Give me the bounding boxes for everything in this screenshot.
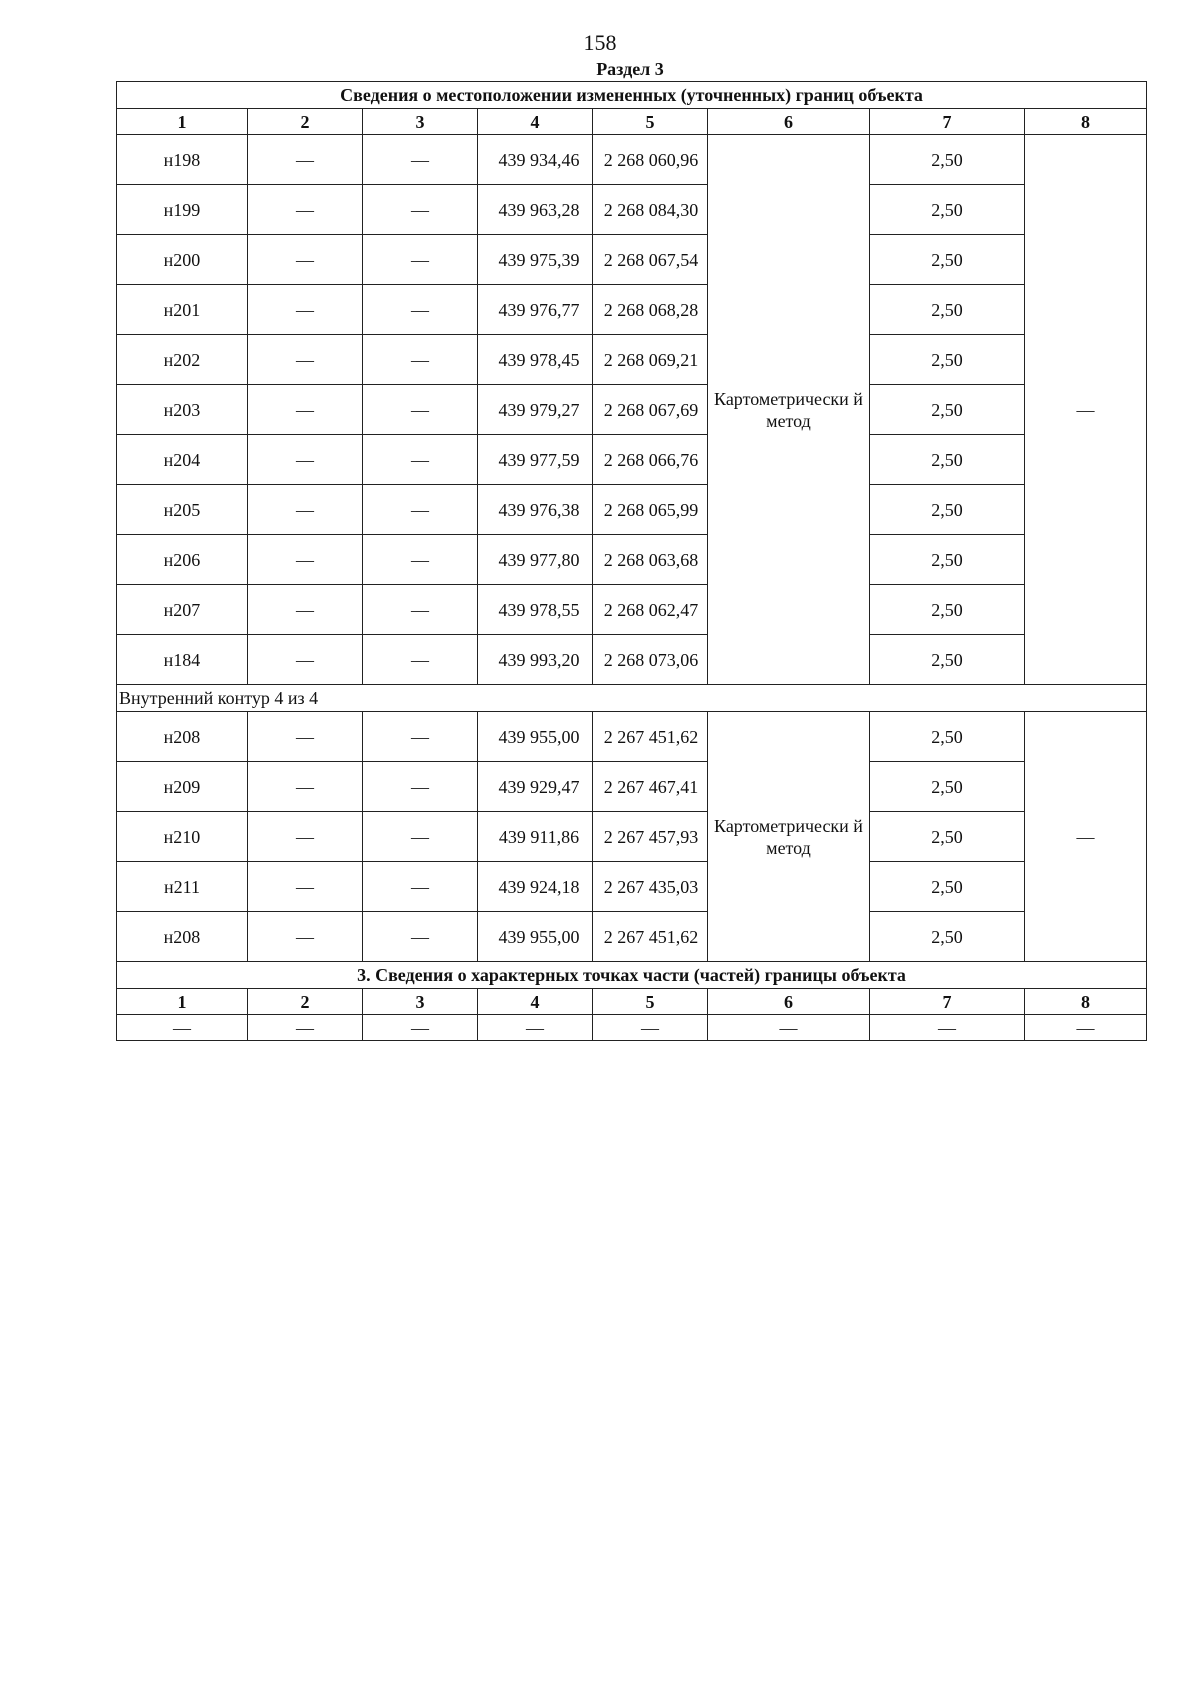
point-id: н207 bbox=[117, 585, 248, 635]
table-row bbox=[117, 285, 1147, 335]
y-coordinate: 2 268 084,30 bbox=[593, 185, 708, 235]
boundary-table bbox=[116, 81, 1147, 1041]
accuracy-value: 2,50 bbox=[870, 812, 1025, 862]
x-coordinate: 439 934,46 bbox=[478, 135, 593, 185]
point-id: н209 bbox=[117, 762, 248, 812]
col2-value: — bbox=[248, 712, 363, 762]
col3-value: — bbox=[363, 185, 478, 235]
col3-value: — bbox=[363, 535, 478, 585]
x-coordinate: 439 978,45 bbox=[478, 335, 593, 385]
table-row bbox=[117, 335, 1147, 385]
column-header-1: 1 bbox=[117, 109, 248, 135]
point-id: н198 bbox=[117, 135, 248, 185]
parts-title-row bbox=[117, 962, 1147, 989]
contour-row bbox=[117, 685, 1147, 712]
col2-value: — bbox=[248, 435, 363, 485]
point-id: н210 bbox=[117, 812, 248, 862]
method-cell: Картометрически й метод bbox=[708, 712, 870, 962]
col3-value: — bbox=[363, 812, 478, 862]
table-row bbox=[117, 485, 1147, 535]
parts-header-1: 1 bbox=[117, 989, 248, 1015]
point-id: н204 bbox=[117, 435, 248, 485]
x-coordinate: 439 993,20 bbox=[478, 635, 593, 685]
parts-header-8: 8 bbox=[1025, 989, 1147, 1015]
y-coordinate: 2 268 065,99 bbox=[593, 485, 708, 535]
parts-header-5: 5 bbox=[593, 989, 708, 1015]
method-cell: Картометрически й метод bbox=[708, 135, 870, 685]
point-id: н202 bbox=[117, 335, 248, 385]
table-title: Сведения о местоположении измененных (уточненных) границ объекта bbox=[117, 82, 1147, 109]
col2-value: — bbox=[248, 762, 363, 812]
col3-value: — bbox=[363, 335, 478, 385]
point-id: н206 bbox=[117, 535, 248, 585]
parts-header-7: 7 bbox=[870, 989, 1025, 1015]
x-coordinate: 439 978,55 bbox=[478, 585, 593, 635]
y-coordinate: 2 268 068,28 bbox=[593, 285, 708, 335]
table-row bbox=[117, 385, 1147, 435]
table-row bbox=[117, 812, 1147, 862]
y-coordinate: 2 267 457,93 bbox=[593, 812, 708, 862]
x-coordinate: 439 979,27 bbox=[478, 385, 593, 435]
accuracy-value: 2,50 bbox=[870, 285, 1025, 335]
col3-value: — bbox=[363, 385, 478, 435]
col3-value: — bbox=[363, 912, 478, 962]
table-row bbox=[117, 535, 1147, 585]
accuracy-value: 2,50 bbox=[870, 762, 1025, 812]
accuracy-value: 2,50 bbox=[870, 135, 1025, 185]
parts-header-3: 3 bbox=[363, 989, 478, 1015]
col2-value: — bbox=[248, 862, 363, 912]
col2-value: — bbox=[248, 812, 363, 862]
col2-value: — bbox=[248, 535, 363, 585]
parts-empty-cell: — bbox=[708, 1015, 870, 1041]
y-coordinate: 2 268 067,69 bbox=[593, 385, 708, 435]
x-coordinate: 439 929,47 bbox=[478, 762, 593, 812]
accuracy-value: 2,50 bbox=[870, 912, 1025, 962]
parts-empty-cell: — bbox=[117, 1015, 248, 1041]
accuracy-value: 2,50 bbox=[870, 185, 1025, 235]
parts-empty-cell: — bbox=[1025, 1015, 1147, 1041]
col2-value: — bbox=[248, 912, 363, 962]
col3-value: — bbox=[363, 762, 478, 812]
col3-value: — bbox=[363, 435, 478, 485]
accuracy-value: 2,50 bbox=[870, 712, 1025, 762]
y-coordinate: 2 268 069,21 bbox=[593, 335, 708, 385]
parts-title: 3. Сведения о характерных точках части (частей) границы объекта bbox=[117, 962, 1147, 989]
accuracy-value: 2,50 bbox=[870, 385, 1025, 435]
point-id: н203 bbox=[117, 385, 248, 435]
parts-empty-cell: — bbox=[593, 1015, 708, 1041]
col2-value: — bbox=[248, 385, 363, 435]
parts-empty-cell: — bbox=[478, 1015, 593, 1041]
point-id: н201 bbox=[117, 285, 248, 335]
x-coordinate: 439 955,00 bbox=[478, 912, 593, 962]
col3-value: — bbox=[363, 235, 478, 285]
col3-value: — bbox=[363, 285, 478, 335]
col2-value: — bbox=[248, 585, 363, 635]
accuracy-value: 2,50 bbox=[870, 485, 1025, 535]
col3-value: — bbox=[363, 712, 478, 762]
col2-value: — bbox=[248, 285, 363, 335]
parts-header-2: 2 bbox=[248, 989, 363, 1015]
column-header-7: 7 bbox=[870, 109, 1025, 135]
accuracy-value: 2,50 bbox=[870, 535, 1025, 585]
point-id: н208 bbox=[117, 912, 248, 962]
table-row bbox=[117, 912, 1147, 962]
col3-value: — bbox=[363, 635, 478, 685]
parts-header-6: 6 bbox=[708, 989, 870, 1015]
col3-value: — bbox=[363, 862, 478, 912]
point-id: н199 bbox=[117, 185, 248, 235]
x-coordinate: 439 924,18 bbox=[478, 862, 593, 912]
column-header-6: 6 bbox=[708, 109, 870, 135]
col2-value: — bbox=[248, 635, 363, 685]
column-header-row bbox=[117, 109, 1147, 135]
table-row bbox=[117, 185, 1147, 235]
table-row bbox=[117, 635, 1147, 685]
parts-empty-row bbox=[117, 1015, 1147, 1041]
column-header-5: 5 bbox=[593, 109, 708, 135]
parts-header-row bbox=[117, 989, 1147, 1015]
point-id: н184 bbox=[117, 635, 248, 685]
x-coordinate: 439 976,38 bbox=[478, 485, 593, 535]
x-coordinate: 439 955,00 bbox=[478, 712, 593, 762]
y-coordinate: 2 268 067,54 bbox=[593, 235, 708, 285]
x-coordinate: 439 963,28 bbox=[478, 185, 593, 235]
y-coordinate: 2 267 451,62 bbox=[593, 912, 708, 962]
col8-cell: — bbox=[1025, 712, 1147, 962]
accuracy-value: 2,50 bbox=[870, 585, 1025, 635]
column-header-8: 8 bbox=[1025, 109, 1147, 135]
page-number: 158 bbox=[583, 30, 617, 55]
parts-empty-cell: — bbox=[870, 1015, 1025, 1041]
point-id: н205 bbox=[117, 485, 248, 535]
y-coordinate: 2 268 073,06 bbox=[593, 635, 708, 685]
col2-value: — bbox=[248, 185, 363, 235]
table-row bbox=[117, 712, 1147, 762]
table-row bbox=[117, 862, 1147, 912]
parts-empty-cell: — bbox=[248, 1015, 363, 1041]
parts-empty-cell: — bbox=[363, 1015, 478, 1041]
col3-value: — bbox=[363, 135, 478, 185]
col2-value: — bbox=[248, 135, 363, 185]
y-coordinate: 2 268 063,68 bbox=[593, 535, 708, 585]
accuracy-value: 2,50 bbox=[870, 235, 1025, 285]
table-row bbox=[117, 235, 1147, 285]
col2-value: — bbox=[248, 335, 363, 385]
col8-cell: — bbox=[1025, 135, 1147, 685]
y-coordinate: 2 267 467,41 bbox=[593, 762, 708, 812]
y-coordinate: 2 267 435,03 bbox=[593, 862, 708, 912]
accuracy-value: 2,50 bbox=[870, 335, 1025, 385]
table-row bbox=[117, 135, 1147, 185]
x-coordinate: 439 977,59 bbox=[478, 435, 593, 485]
contour-label: Внутренний контур 4 из 4 bbox=[117, 685, 1147, 712]
col3-value: — bbox=[363, 485, 478, 535]
point-id: н211 bbox=[117, 862, 248, 912]
col2-value: — bbox=[248, 235, 363, 285]
accuracy-value: 2,50 bbox=[870, 635, 1025, 685]
y-coordinate: 2 268 066,76 bbox=[593, 435, 708, 485]
column-header-2: 2 bbox=[248, 109, 363, 135]
table-row bbox=[117, 762, 1147, 812]
x-coordinate: 439 976,77 bbox=[478, 285, 593, 335]
y-coordinate: 2 267 451,62 bbox=[593, 712, 708, 762]
table-row bbox=[117, 435, 1147, 485]
point-id: н208 bbox=[117, 712, 248, 762]
column-header-3: 3 bbox=[363, 109, 478, 135]
table-row bbox=[117, 585, 1147, 635]
parts-header-4: 4 bbox=[478, 989, 593, 1015]
col3-value: — bbox=[363, 585, 478, 635]
col2-value: — bbox=[248, 485, 363, 535]
accuracy-value: 2,50 bbox=[870, 435, 1025, 485]
accuracy-value: 2,50 bbox=[870, 862, 1025, 912]
section-title: Раздел 3 bbox=[596, 59, 664, 79]
x-coordinate: 439 911,86 bbox=[478, 812, 593, 862]
x-coordinate: 439 977,80 bbox=[478, 535, 593, 585]
x-coordinate: 439 975,39 bbox=[478, 235, 593, 285]
y-coordinate: 2 268 060,96 bbox=[593, 135, 708, 185]
column-header-4: 4 bbox=[478, 109, 593, 135]
point-id: н200 bbox=[117, 235, 248, 285]
y-coordinate: 2 268 062,47 bbox=[593, 585, 708, 635]
